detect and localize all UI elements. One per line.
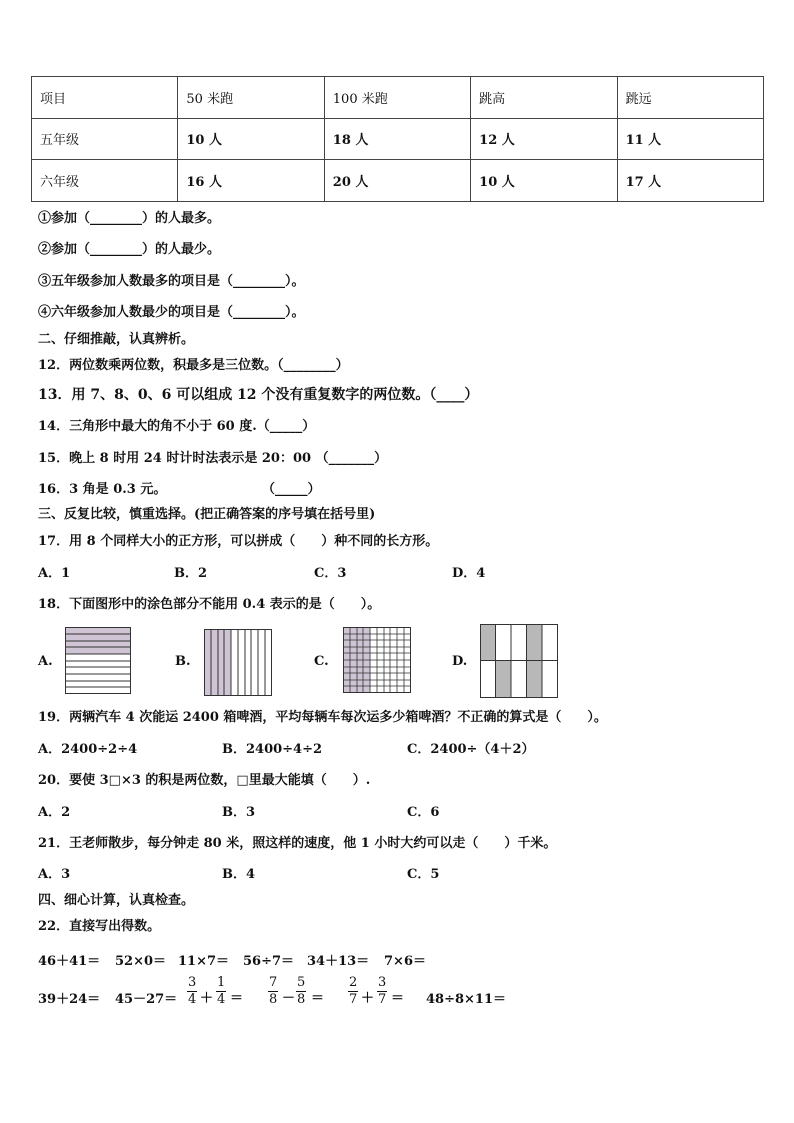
table-cell: 六年级 [32, 160, 178, 202]
equals-sign: ＝ [391, 991, 405, 1006]
question-18: 18．下面图形中的涂色部分不能用 0.4 表示的是（ ）。 [38, 597, 381, 612]
table-row [32, 160, 764, 202]
option-c: C．3 [314, 566, 347, 581]
option-b: B．3 [222, 805, 256, 820]
fraction: $\frac{3}{4}$ [188, 975, 197, 1007]
section-heading: 四、细心计算，认真检查。 [38, 893, 195, 908]
question-14: 14．三角形中最大的角不小于 60 度.（_____） [38, 419, 316, 434]
table-cell: 100 米跑 [324, 77, 470, 119]
question-17: 17．用 8 个同样大小的正方形，可以拼成（ ）种不同的长方形。 [38, 534, 439, 549]
option-c: C．5 [407, 867, 440, 882]
sports-table [31, 76, 764, 202]
sub-question-4: ④六年级参加人数最少的项目是（________）。 [38, 305, 305, 320]
calc-item: 48÷8×11＝ [426, 992, 507, 1007]
figure-d-label: D. [452, 654, 468, 669]
option-b: B．2 [174, 566, 208, 581]
figure-c-label: C. [314, 654, 329, 669]
operator: － [282, 991, 296, 1006]
section-heading: 二、仔细推敲，认真辨析。 [38, 332, 195, 347]
sub-question-2: ②参加（________）的人最少。 [38, 242, 221, 257]
question-13: 13．用 7、8、0、6 可以组成 12 个没有重复数字的两位数。（____） [38, 387, 479, 403]
option-c: C．2400÷（4＋2） [407, 742, 535, 757]
option-b: B．2400÷4÷2 [222, 742, 323, 757]
question-15: 15．晚上 8 时用 24 时计时法表示是 20：00 （_______） [38, 451, 388, 466]
figure-c-diagram [343, 627, 411, 693]
fraction: $\frac{3}{7}$ [378, 975, 387, 1007]
calc-item: 56÷7＝ [243, 954, 295, 969]
table-cell: 17 人 [617, 160, 763, 202]
calc-item: 34＋13＝ [307, 954, 370, 969]
equals-sign: ＝ [230, 991, 244, 1006]
calc-item: 7×6＝ [384, 954, 426, 969]
figure-a-label: A. [38, 654, 53, 669]
table-cell: 跳远 [617, 77, 763, 119]
option-a: A．2 [38, 805, 71, 820]
fraction: $\frac{1}{4}$ [217, 975, 226, 1007]
figure-b-label: B. [175, 654, 191, 669]
figure-d-diagram [480, 624, 558, 698]
figure-a-diagram [65, 627, 131, 694]
question-12: 12．两位数乘两位数，积最多是三位数。（________） [38, 358, 349, 373]
table-row [32, 118, 764, 160]
option-c: C．6 [407, 805, 440, 820]
calc-item: 11×7＝ [178, 954, 230, 969]
figure-b-diagram [204, 629, 272, 696]
table-header-row [32, 77, 764, 119]
table-cell: 五年级 [32, 118, 178, 160]
table-cell: 11 人 [617, 118, 763, 160]
option-a: A．3 [38, 867, 71, 882]
option-d: D．4 [452, 566, 486, 581]
question-19: 19．两辆汽车 4 次能运 2400 箱啤酒，平均每辆车每次运多少箱啤酒？不正确的算式是（ ）。 [38, 710, 607, 725]
table-cell: 12 人 [471, 118, 617, 160]
table-cell: 10 人 [178, 118, 324, 160]
section-heading: 三、反复比较，慎重选择。(把正确答案的序号填在括号里) [38, 507, 376, 522]
equals-sign: ＝ [311, 991, 325, 1006]
option-b: B．4 [222, 867, 256, 882]
fraction: $\frac{7}{8}$ [269, 975, 278, 1007]
table-cell: 16 人 [178, 160, 324, 202]
table-cell: 项目 [32, 77, 178, 119]
fraction: $\frac{5}{8}$ [297, 975, 306, 1007]
calc-item: 39＋24＝ [38, 992, 101, 1007]
calc-item: 45－27＝ [115, 992, 178, 1007]
table-cell: 10 人 [471, 160, 617, 202]
question-22: 22．直接写出得数。 [38, 919, 161, 934]
calc-item: 52×0＝ [115, 954, 167, 969]
option-a: A．2400÷2÷4 [38, 742, 138, 757]
operator: ＋ [200, 991, 214, 1006]
calc-item: 46＋41＝ [38, 954, 101, 969]
operator: ＋ [361, 991, 375, 1006]
table-cell: 18 人 [324, 118, 470, 160]
question-20: 20．要使 3□×3 的积是两位数，□里最大能填（ ）. [38, 773, 371, 788]
sub-question-3: ③五年级参加人数最多的项目是（________）。 [38, 274, 305, 289]
table-cell: 跳高 [471, 77, 617, 119]
table-cell: 50 米跑 [178, 77, 324, 119]
fraction: $\frac{2}{7}$ [349, 975, 358, 1007]
sub-question-1: ①参加（________）的人最多。 [38, 211, 221, 226]
option-a: A．1 [38, 566, 71, 581]
question-16: 16．3 角是 0.3 元。 [38, 482, 167, 497]
question-21: 21．王老师散步，每分钟走 80 米，照这样的速度，他 1 小时大约可以走（ ）千米。 [38, 836, 557, 851]
table-cell: 20 人 [324, 160, 470, 202]
question-16-blank: （_____） [262, 482, 321, 497]
